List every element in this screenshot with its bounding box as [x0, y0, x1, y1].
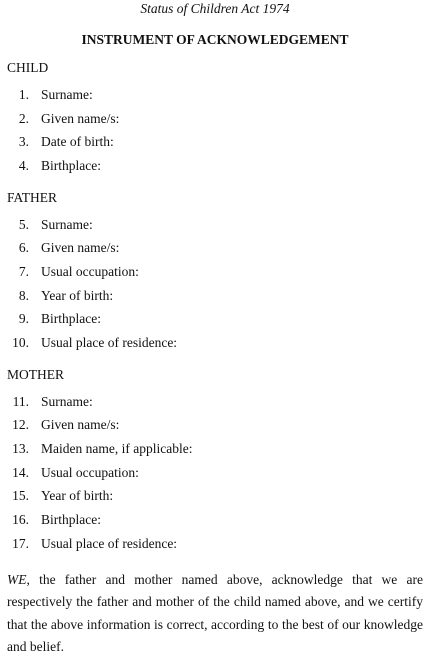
field-number: 3.: [18, 134, 29, 150]
acknowledgement-statement: [7, 569, 423, 659]
field-number: 16.: [12, 512, 29, 528]
statement-text: , the father and mother named above, acknowledge that we are respectively the father and mother of the child named above, and we certify that the above information is correct, according to the best of our knowledge and belief.: [7, 571, 423, 655]
form-field: [7, 213, 423, 237]
field-label: Usual place of residence:: [41, 535, 178, 551]
field-number: 17.: [12, 535, 29, 551]
form-field: [7, 532, 423, 556]
field-label: Usual occupation:: [41, 263, 139, 279]
form-field: [7, 414, 423, 438]
field-label: Usual occupation:: [41, 464, 139, 480]
field-number: 15.: [12, 488, 29, 504]
field-label: Birthplace:: [41, 157, 101, 173]
field-label: Birthplace:: [41, 512, 101, 528]
form-field: [7, 284, 423, 308]
field-label: Given name/s:: [41, 417, 120, 433]
section-heading: CHILD: [7, 60, 49, 75]
field-list: [7, 83, 423, 178]
field-number: 6.: [18, 240, 29, 256]
form-field: [7, 508, 423, 532]
field-label: Given name/s:: [41, 110, 120, 126]
field-number: 8.: [18, 287, 29, 303]
field-number: 4.: [18, 157, 29, 173]
field-label: Maiden name, if applicable:: [41, 441, 193, 457]
field-list: [7, 390, 423, 556]
form-field: [7, 331, 423, 355]
field-number: 11.: [12, 393, 29, 409]
form-field: [7, 437, 423, 461]
document-title: INSTRUMENT OF ACKNOWLEDGEMENT: [81, 32, 349, 47]
field-label: Surname:: [41, 86, 93, 102]
form-field: [7, 130, 423, 154]
field-number: 13.: [12, 441, 29, 457]
form-field: [7, 236, 423, 260]
section-child: [7, 60, 423, 178]
field-number: 10.: [12, 335, 29, 351]
form-field: [7, 154, 423, 178]
field-label: Date of birth:: [41, 134, 114, 150]
section-mother: [7, 367, 423, 556]
form-field: [7, 308, 423, 332]
field-label: Year of birth:: [41, 287, 114, 303]
form-field: [7, 107, 423, 131]
field-number: 9.: [18, 311, 29, 327]
form-field: [7, 485, 423, 509]
form-sections: [7, 60, 423, 556]
field-number: 1.: [18, 86, 29, 102]
field-label: Usual place of residence:: [41, 335, 178, 351]
field-number: 7.: [18, 263, 29, 279]
section-father: [7, 190, 423, 355]
field-label: Birthplace:: [41, 311, 101, 327]
field-number: 2.: [18, 110, 29, 126]
section-heading: FATHER: [7, 189, 58, 205]
field-list: [7, 213, 423, 355]
field-label: Year of birth:: [41, 488, 114, 504]
field-label: Given name/s:: [41, 240, 120, 256]
section-heading: MOTHER: [7, 366, 64, 382]
field-number: 5.: [18, 216, 29, 232]
field-number: 14.: [12, 464, 29, 480]
form-field: [7, 260, 423, 284]
field-label: Surname:: [41, 216, 93, 232]
statement-lead: WE: [7, 571, 27, 587]
form-field: [7, 461, 423, 485]
form-field: [7, 390, 423, 414]
form-field: [7, 83, 423, 107]
field-number: 12.: [12, 417, 29, 433]
act-name: Status of Children Act 1974: [140, 1, 290, 16]
field-label: Surname:: [41, 393, 93, 409]
